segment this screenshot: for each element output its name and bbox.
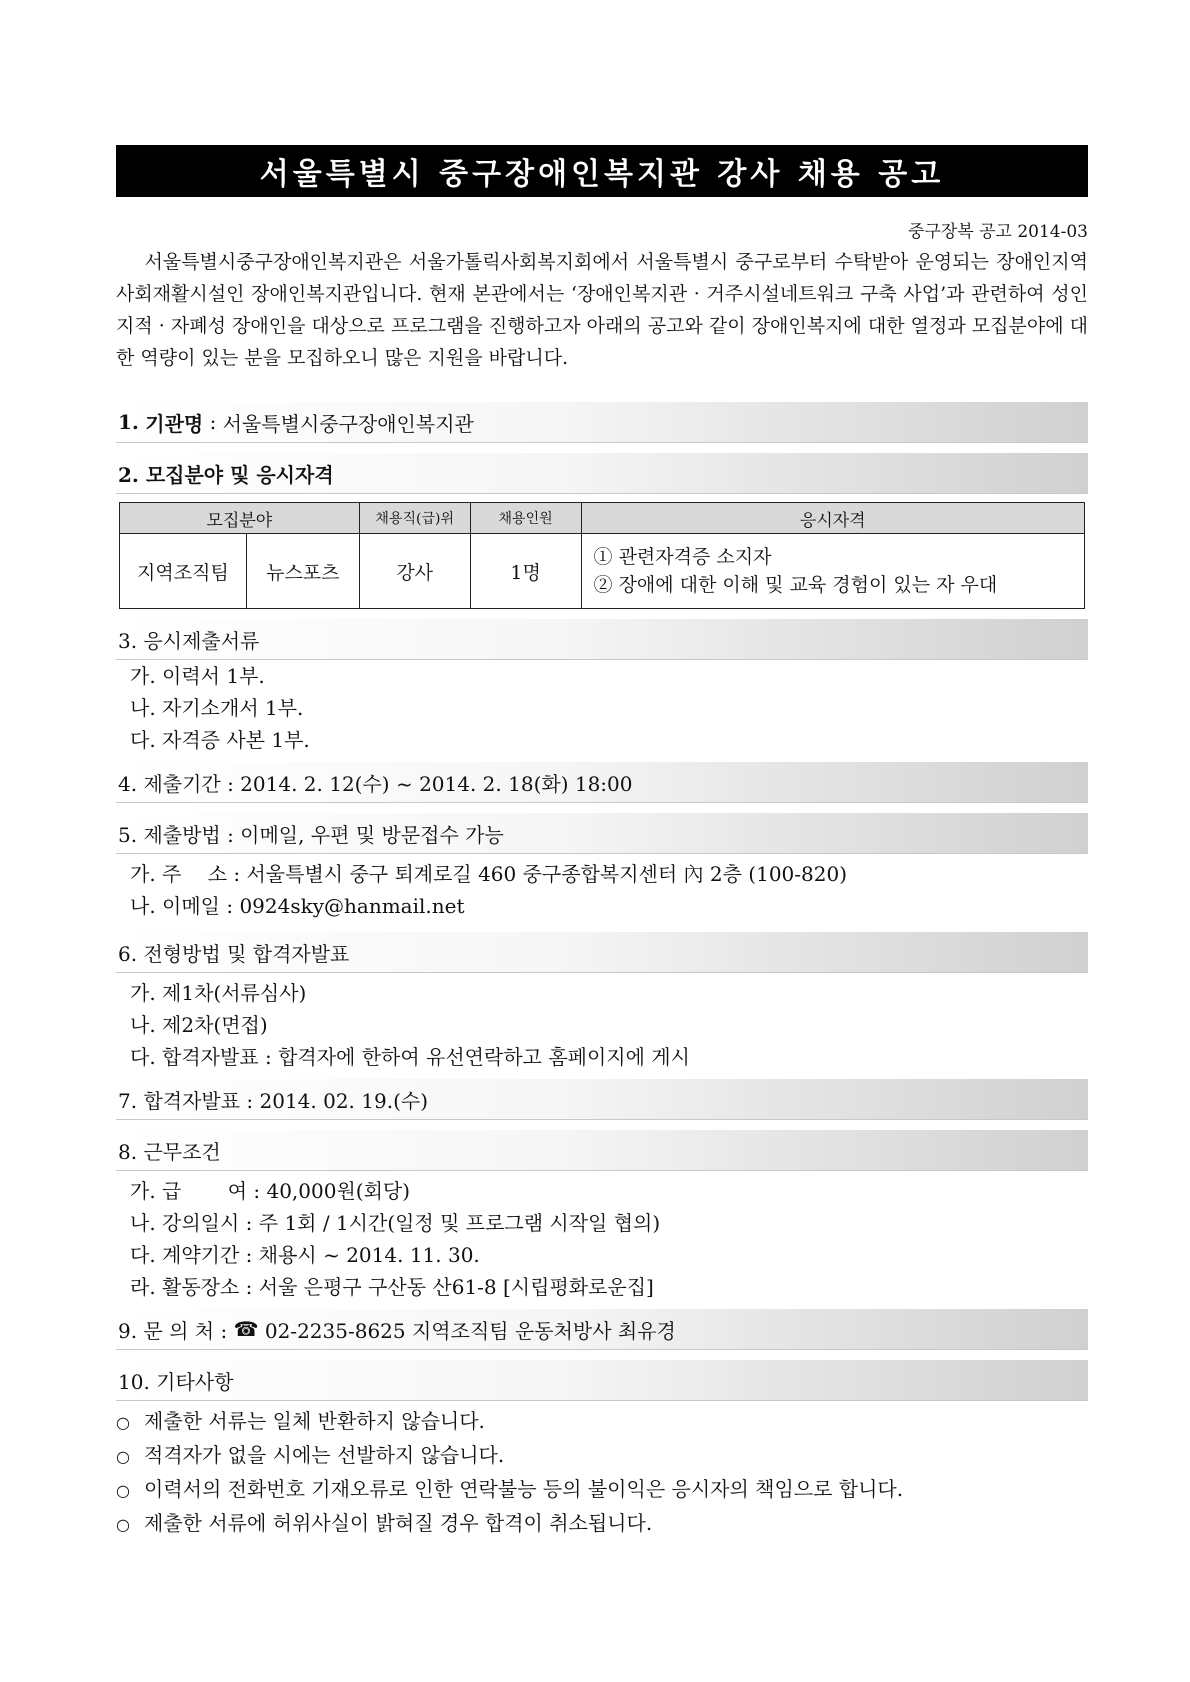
list-item: 다. 계약기간 : 채용시 ~ 2014. 11. 30. [130,1243,480,1267]
list-item [116,1507,1088,1541]
notice-number: 중구장복 공고 2014-03 [908,222,1088,242]
page-title: 서울특별시 중구장애인복지관 강사 채용 공고 [116,145,1088,197]
phone-icon: ☎ [233,1317,259,1341]
list-item-text: 제출한 서류에 허위사실이 밝혀질 경우 합격이 취소됩니다. [144,1511,653,1535]
list-item [116,1473,1088,1507]
list-item [116,1439,1088,1473]
list-item [116,1405,1088,1439]
section-4-heading: 4. 제출기간 : 2014. 2. 12(수) ~ 2014. 2. 18(화) 18:00 [116,762,1088,803]
section-1-number: 1. [118,410,139,434]
recruitment-table [119,502,1085,609]
list-item: 다. 합격자발표 : 합격자에 한하여 유선연락하고 홈페이지에 게시 [130,1045,690,1069]
list-item: 가. 제1차(서류심사) [130,981,307,1005]
qualification-item: ① 관련자격증 소지자 [593,546,772,568]
section-6-heading: 6. 전형방법 및 합격자발표 [116,932,1088,973]
list-item: 다. 자격증 사본 1부. [130,728,310,752]
section-1-heading [116,402,1088,443]
table-row [120,534,1085,609]
section-9-heading [116,1309,1088,1350]
list-item-text: 이력서의 전화번호 기재오류로 인한 연락불능 등의 불이익은 응시자의 책임으로 합니다. [144,1477,904,1501]
table-cell-team: 지역조직팀 [120,534,247,609]
table-header: 채용직(급)위 [359,503,470,534]
list-item: 나. 제2차(면접) [130,1013,268,1037]
section-9-prefix: 9. 문 의 처 : [118,1318,234,1343]
bullet-icon: ○ [116,1481,130,1500]
table-cell-qualifications [581,534,1084,609]
bullet-icon: ○ [116,1447,130,1466]
list-item: 나. 강의일시 : 주 1회 / 1시간(일정 및 프로그램 시작일 협의) [130,1211,661,1235]
list-item: 라. 활동장소 : 서울 은평구 구산동 산61-8 [시립평화로운집] [130,1275,654,1299]
table-header: 응시자격 [581,503,1084,534]
table-header-row [120,503,1085,534]
section-8-heading: 8. 근무조건 [116,1130,1088,1171]
table-header: 채용인원 [470,503,581,534]
table-cell-position: 강사 [359,534,470,609]
list-item: 가. 이력서 1부. [130,664,265,688]
section-1-separator: : [203,410,223,434]
table-cell-field: 뉴스포츠 [246,534,359,609]
list-item: 나. 자기소개서 1부. [130,696,304,720]
section-3-heading: 3. 응시제출서류 [116,619,1088,660]
section-2-heading: 2. 모집분야 및 응시자격 [116,453,1088,494]
table-header: 모집분야 [120,503,360,534]
list-item: 가. 주 소 : 서울특별시 중구 퇴계로길 460 중구종합복지센터 內 2층 (100-820) [130,862,847,886]
list-item-text: 제출한 서류는 일체 반환하지 않습니다. [144,1409,485,1433]
intro-text: 서울특별시중구장애인복지관은 서울가톨릭사회복지회에서 서울특별시 중구로부터 수탁받아 운영되는 장애인지역사회재활시설인 장애인복지관입니다. 현재 본관에서는 ‘장애인복지관 · 거주시설네트워크 구축 사업’과 관련하여 성인 지적 · 자폐성 장애인을 대상으로 프로그램을 진행하고자 아래의 공고와 같이 장애인복지에 대한 열정과 모집분야에 대한 역량이 있는 분을 모집하오니 많은 지원을 바랍니다. [116,251,1088,369]
section-10-heading: 10. 기타사항 [116,1360,1088,1401]
section-7-heading: 7. 합격자발표 : 2014. 02. 19.(수) [116,1079,1088,1120]
notice-page [116,145,1088,1541]
bullet-icon: ○ [116,1515,130,1534]
table-cell-count: 1명 [470,534,581,609]
bullet-icon: ○ [116,1413,130,1432]
section-5-heading: 5. 제출방법 : 이메일, 우편 및 방문접수 가능 [116,813,1088,854]
intro-paragraph [116,246,1088,374]
list-item-text: 적격자가 없을 시에는 선발하지 않습니다. [144,1443,505,1467]
list-item: 나. 이메일 : 0924sky@hanmail.net [130,894,465,918]
section-9-contact: 02-2235-8625 지역조직팀 운동처방사 최유경 [264,1318,676,1343]
qualification-item: ② 장애에 대한 이해 및 교육 경험이 있는 자 우대 [593,574,998,596]
section-1-label: 기관명 [145,411,204,436]
list-item: 가. 급 여 : 40,000원(회당) [130,1179,411,1203]
section-1-value: 서울특별시중구장애인복지관 [222,411,474,436]
